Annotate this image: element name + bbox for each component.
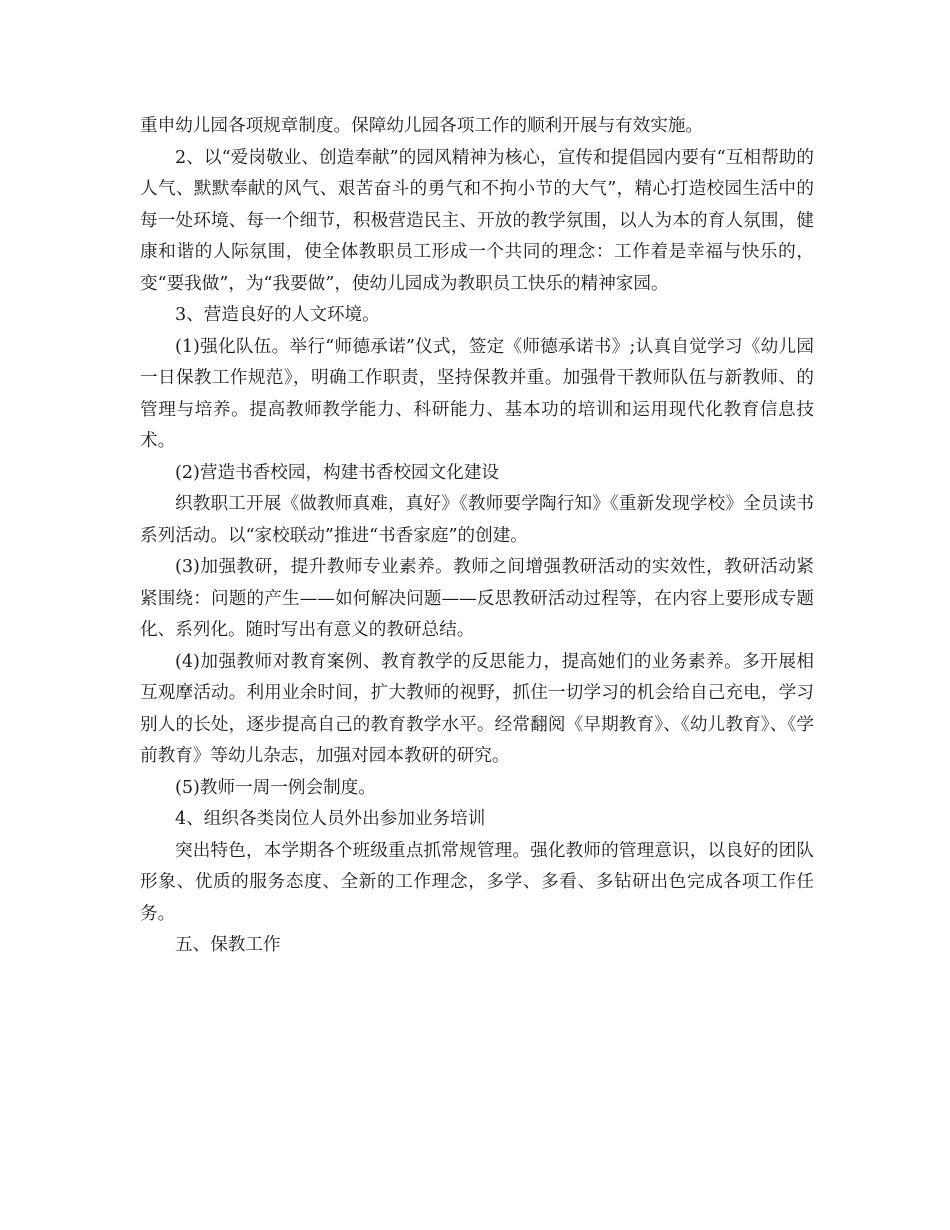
section-heading: 五、保教工作 bbox=[175, 935, 281, 955]
paragraph-10: 4、组织各类岗位人员外出参加业务培训 bbox=[175, 809, 486, 829]
paragraph-7: (3)加强教研，提升教师专业素养。教师之间增强教研活动的实效性，教研活动紧紧围绕：问题的产生——如何解决问题——反思教研活动过程等，在内容上要形成专题化、系列化。随时写出有意义的教研总结。 bbox=[140, 557, 814, 640]
paragraph-4: (1)强化队伍。举行“师德承诺”仪式，签定《师德承诺书》;认真自觉学习《幼儿园一日保教工作规范》，明确工作职责，坚持保教并重。加强骨干教师队伍与新教师、的管理与培养。提高教师教学能力、科研能力、基本功的培训和运用现代化教育信息技术。 bbox=[140, 336, 814, 451]
document-body bbox=[140, 111, 814, 962]
paragraph-8: (4)加强教师对教育案例、教育教学的反思能力，提高她们的业务素养。多开展相互观摩活动。利用业余时间，扩大教师的视野，抓住一切学习的机会给自己充电，学习别人的长处，逐步提高自己的教育教学水平。经常翻阅《早期教育》、《幼儿教育》、《学前教育》等幼儿杂志，加强对园本教研的研究。 bbox=[140, 651, 814, 766]
paragraph-3: 3、营造良好的人文环境。 bbox=[175, 305, 380, 325]
paragraph-1: 重申幼儿园各项规章制度。保障幼儿园各项工作的顺利开展与有效实施。 bbox=[140, 116, 704, 136]
paragraph-2: 2、以“爱岗敬业、创造奉献”的园风精神为核心，宣传和提倡园内要有“互相帮助的人气、默默奉献的风气、艰苦奋斗的勇气和不拘小节的大气”，精心打造校园生活中的每一处环境、每一个细节，积极营造民主、开放的教学氛围，以人为本的育人氛围，健康和谐的人际氛围，使全体教职员工形成一个共同的理念：工作着是幸福与快乐的，变“要我做”，为“我要做”，使幼儿园成为教职员工快乐的精神家园。 bbox=[140, 147, 814, 294]
paragraph-11: 突出特色，本学期各个班级重点抓常规管理。强化教师的管理意识，以良好的团队形象、优质的服务态度、全新的工作理念，多学、多看、多钻研出色完成各项工作任务。 bbox=[140, 840, 814, 924]
paragraph-6: 织教职工开展《做教师真难，真好》《教师要学陶行知》《重新发现学校》全员读书系列活动。以“家校联动”推进“书香家庭”的创建。 bbox=[140, 494, 814, 546]
paragraph-9: (5)教师一周一例会制度。 bbox=[175, 777, 376, 798]
paragraph-5: (2)营造书香校园，构建书香校园文化建设 bbox=[175, 462, 500, 483]
